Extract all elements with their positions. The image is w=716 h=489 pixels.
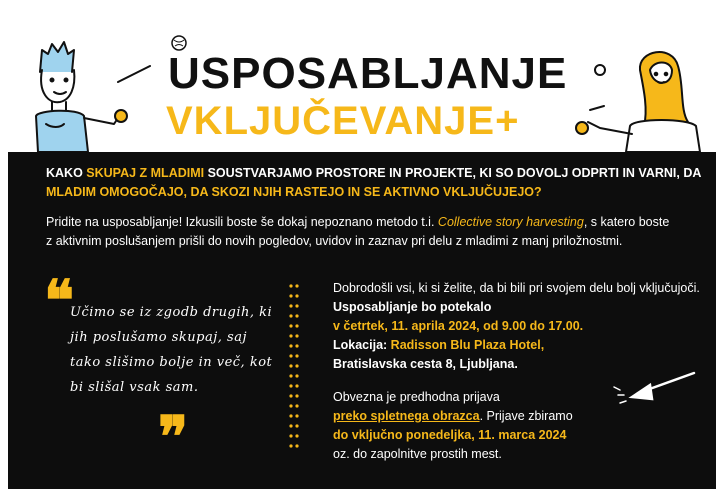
title-line-1: USPOSABLJANJE (168, 49, 568, 98)
location-name: Radisson Blu Plaza Hotel, (390, 338, 545, 352)
registration-text-3: oz. do zapolnitve prostih mest. (333, 447, 502, 461)
close-quote-icon: ❞ (158, 407, 189, 469)
training-text: Usposabljanje bo potekalo (333, 300, 492, 314)
lead-highlight-2: MLADIM OMOGOČAJO, DA SKOZI NJIH RASTEJO IN SE AKTIVNO VKLJUČUJEJO? (46, 185, 542, 199)
intro-text-1: Pridite na usposabljanje! Izkusili boste še dokaj nepoznano metodo t.i. (46, 215, 438, 229)
registration-text-1: Obvezna je predhodna prijava (333, 390, 500, 404)
registration-text-2: . Prijave zbiramo (479, 409, 573, 423)
method-name: Collective story harvesting (437, 215, 584, 229)
location-address: Bratislavska cesta 8, Ljubljana. (333, 357, 518, 371)
lead-question (46, 164, 706, 202)
title-line-2: VKLJUČEVANJE+ (166, 99, 520, 143)
quote-text: Učimo se iz zgodb drugih, ki jih poslušamo skupaj, saj tako slišimo bolje in več, kot bi slišal vsak sam. (70, 305, 273, 395)
welcome-text: Dobrodošli vsi, ki si želite, da bi bili pri svojem delu bolj vključujoči. (333, 281, 700, 295)
young-man-illustration (18, 32, 158, 152)
lead-text-2: SOUSTVARJAMO PROSTORE IN PROJEKTE, KI SO DOVOLJ ODPRTI IN VARNI, DA (204, 166, 701, 180)
registration-deadline: do vključno ponedeljka, 11. marca 2024 (333, 428, 567, 442)
event-date: v četrtek, 11. aprila 2024, od 9.00 do 17.00. (333, 319, 584, 333)
lead-text-1: KAKO (46, 166, 87, 180)
woman-illustration (560, 30, 710, 152)
arrow-icon (610, 365, 700, 415)
registration-info (333, 388, 633, 464)
intro-paragraph (46, 213, 676, 251)
registration-form-link[interactable]: preko spletnega obrazca (333, 409, 480, 423)
dotted-divider (288, 282, 300, 450)
lead-highlight-1: SKUPAJ Z MLADIMI (86, 166, 205, 180)
location-label: Lokacija: (333, 338, 391, 352)
event-details (333, 279, 703, 374)
open-quote-icon: ❝ (44, 271, 75, 333)
intro-text-2: , s katero boste z aktivnim poslušanjem prišli do novih pogledov, uvidov in zaznav pri delu z mladimi z manj priložnostmi. (46, 215, 670, 248)
